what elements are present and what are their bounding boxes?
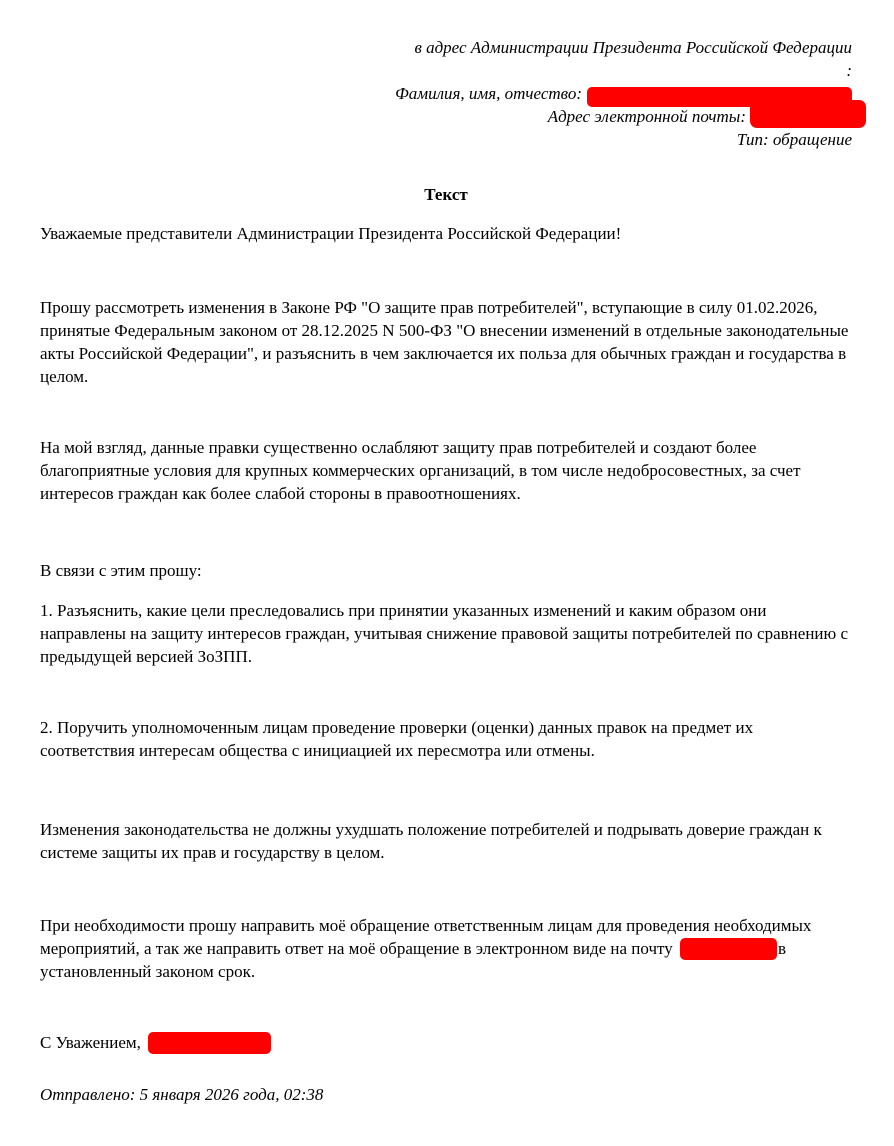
- signature-label: С Уважением,: [40, 1033, 146, 1052]
- request-intro: В связи с этим прошу:: [40, 561, 202, 580]
- section-title: Текст: [424, 185, 468, 204]
- paragraph-response-request: [40, 914, 852, 983]
- request-item-2: 2. Поручить уполномоченным лицам проведение проверки (оценки) данных правок на предмет их соответствия интересам общества с инициацией их пересмотра или отмены.: [40, 718, 754, 760]
- redacted-email-inline: [680, 938, 777, 960]
- paragraph-conclusion: Изменения законодательства не должны ухудшать положение потребителей и подрывать доверие граждан к системе защиты их прав и государству в целом.: [40, 820, 822, 862]
- sent-timestamp: Отправлено: 5 января 2026 года, 02:38: [40, 1085, 324, 1104]
- response-request-text-after: в установленный законом срок.: [40, 939, 786, 981]
- paragraph-opinion: На мой взгляд, данные правки существенно ослабляют защиту прав потребителей и создают более благоприятные условия для крупных коммерческих организаций, в том числе недобросовестных, за счет интересов граждан как более слабой стороны в правоотношениях.: [40, 438, 801, 503]
- paragraph-law-changes: Прошу рассмотреть изменения в Законе РФ "О защите прав потребителей", вступающие в силу 01.02.2026, принятые Федеральным законом от 28.12.2025 N 500-ФЗ "О внесении изменений в отдельные законодательные акты Российской Федерации", и разъяснить в чем заключается их польза для обычных граждан и государства в целом.: [40, 298, 849, 386]
- email-line: [40, 105, 852, 128]
- request-item-1: 1. Разъяснить, какие цели преследовались при принятии указанных изменений и каким образом они направлены на защиту интересов граждан, учитывая снижение правовой защиты потребителей по сравнению с предыдущей версией ЗоЗПП.: [40, 601, 849, 666]
- email-label: Адрес электронной почты:: [547, 107, 746, 126]
- full-name-label: Фамилия, имя, отчество:: [395, 84, 582, 103]
- salutation: Уважаемые представители Администрации Президента Российской Федерации!: [40, 224, 622, 243]
- full-name-line: [40, 82, 852, 105]
- recipient-colon: :: [846, 61, 852, 80]
- recipient-line: в адрес Администрации Президента Российской Федерации: [414, 38, 852, 57]
- redacted-email: [750, 100, 866, 128]
- form-header: [40, 36, 852, 151]
- redacted-signature-name: [148, 1032, 271, 1054]
- signature-line: [40, 1031, 852, 1054]
- response-request-text-before: При необходимости прошу направить моё обращение ответственным лицам для проведения необходимых мероприятий, а так же направить ответ на моё обращение в электронном виде на почту: [40, 916, 812, 958]
- type-line: Тип: обращение: [736, 130, 852, 149]
